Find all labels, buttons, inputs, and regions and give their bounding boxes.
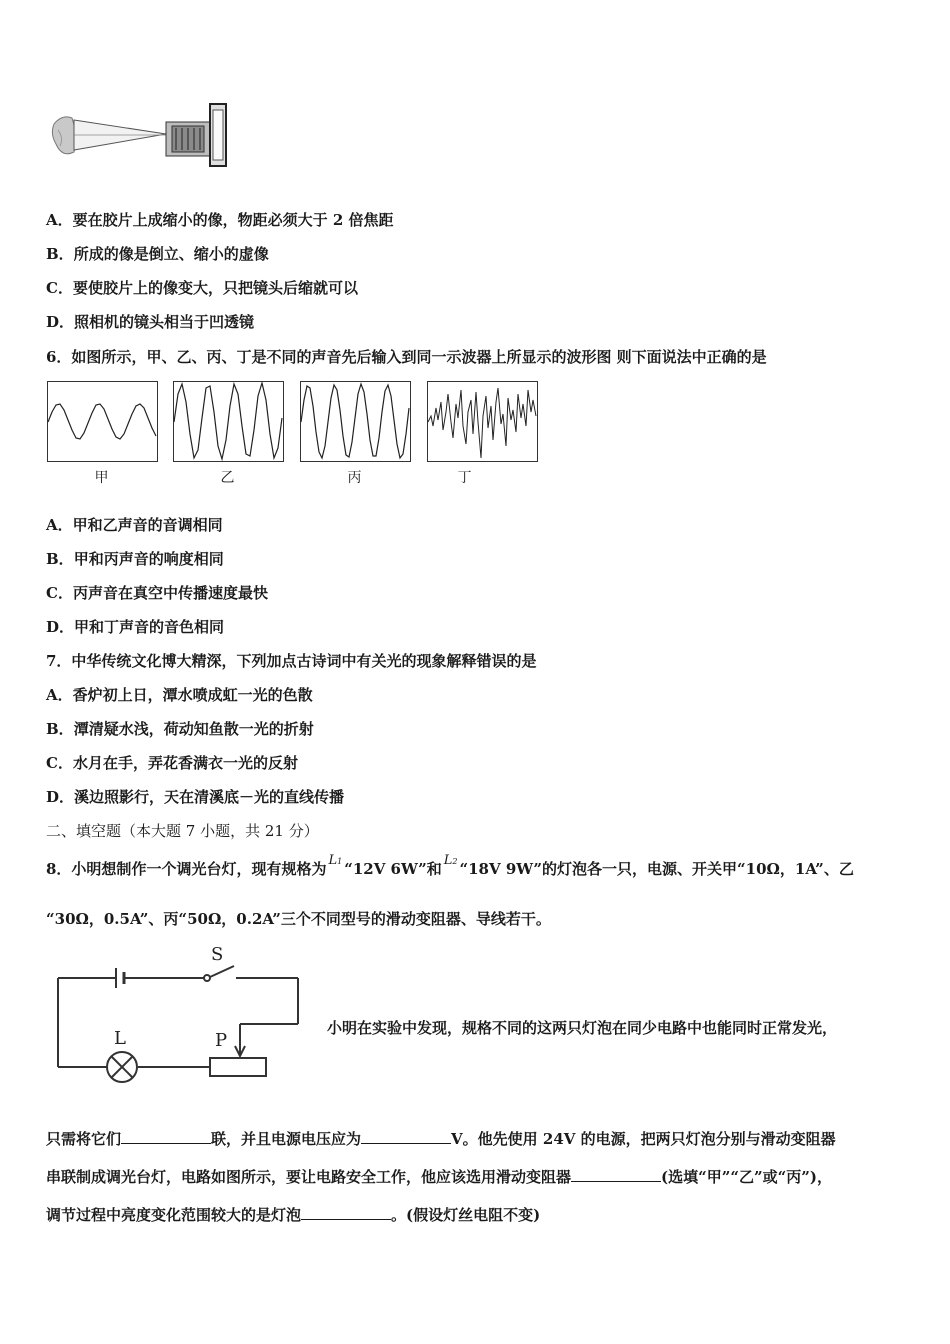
waveform-label-ding: 丁 [457, 470, 472, 486]
q6-option-b: B．甲和丙声音的响度相同 [46, 550, 224, 568]
slider-label: P [215, 1030, 228, 1051]
q6-option-c: C．丙声音在真空中传播速度最快 [46, 584, 268, 602]
question-8-line-5: 调节过程中亮度变化范围较大的是灯泡 。(假设灯丝电阻不变) [46, 1206, 541, 1224]
question-8-line-4: 串联制成调光台灯，电路如图所示，要让电路安全工作，他应该选用滑动变阻器 (选填“甲”“乙”或“丙”)， [46, 1168, 832, 1186]
question-8-line-3: 只需将它们 联，并且电源电压应为 V。他先使用 24V 的电源，把两只灯泡分别与滑动变阻器 [46, 1130, 836, 1148]
answer-blank-1[interactable] [121, 1129, 211, 1144]
question-8-line-2: “30Ω，0.5A”、丙“50Ω，0.2A”三个不同型号的滑动变阻器、导线若干。 [46, 910, 551, 928]
answer-blank-2[interactable] [361, 1129, 451, 1144]
question-8-side-text: 小明在实验中发现，规格不同的这两只灯泡在同少电路中也能同时正常发光， [327, 1019, 838, 1037]
symbol-l1: L1 [328, 853, 343, 868]
q7-option-b: B．潭清疑水浅，荷动知鱼散一光的折射 [46, 720, 314, 738]
waveform-bing [300, 381, 411, 462]
waveform-label-jia: 甲 [94, 470, 109, 486]
option-a: A．要在胶片上成缩小的像，物距必须大于 2 倍焦距 [46, 211, 394, 229]
lamp-label: L [114, 1028, 126, 1049]
answer-blank-3[interactable] [571, 1167, 661, 1182]
option-b: B．所成的像是倒立、缩小的虚像 [46, 245, 269, 263]
switch-label: S [211, 944, 224, 965]
waveform-label-bing: 丙 [347, 470, 362, 486]
question-7-stem: 7．中华传统文化博大精深，下列加点古诗词中有关光的现象解释错误的是 [46, 652, 537, 670]
camera-illustration [48, 100, 238, 170]
option-d: D．照相机的镜头相当于凹透镜 [46, 313, 255, 331]
waveform-label-yi: 乙 [220, 470, 235, 486]
circuit-diagram [50, 942, 320, 1092]
section-heading: 二、填空题（本大题 7 小题，共 21 分） [46, 822, 319, 840]
q7-option-c: C．水月在手，弄花香满衣一光的反射 [46, 754, 298, 772]
option-c: C．要使胶片上的像变大，只把镜头后缩就可以 [46, 279, 358, 297]
waveform-ding [427, 381, 538, 462]
answer-blank-4[interactable] [301, 1205, 391, 1220]
question-6-stem: 6．如图所示，甲、乙、丙、丁是不同的声音先后输入到同一示波器上所显示的波形图 则下面说法中正确的是 [46, 348, 767, 366]
q6-option-d: D．甲和丁声音的音色相同 [46, 618, 225, 636]
question-8-line-1: 8．小明想制作一个调光台灯，现有规格为 L1 “12V 6W”和 L2 “18V 9W”的灯泡各一只，电源、开关甲“10Ω，1A”、乙 [46, 853, 854, 878]
waveform-yi [173, 381, 284, 462]
q7-option-a: A．香炉初上日，潭水喷成虹一光的色散 [46, 686, 313, 704]
symbol-l2: L2 [443, 853, 458, 868]
q7-option-d: D．溪边照影行，天在清溪底－光的直线传播 [46, 788, 345, 806]
waveform-jia [47, 381, 158, 462]
q6-option-a: A．甲和乙声音的音调相同 [46, 516, 223, 534]
